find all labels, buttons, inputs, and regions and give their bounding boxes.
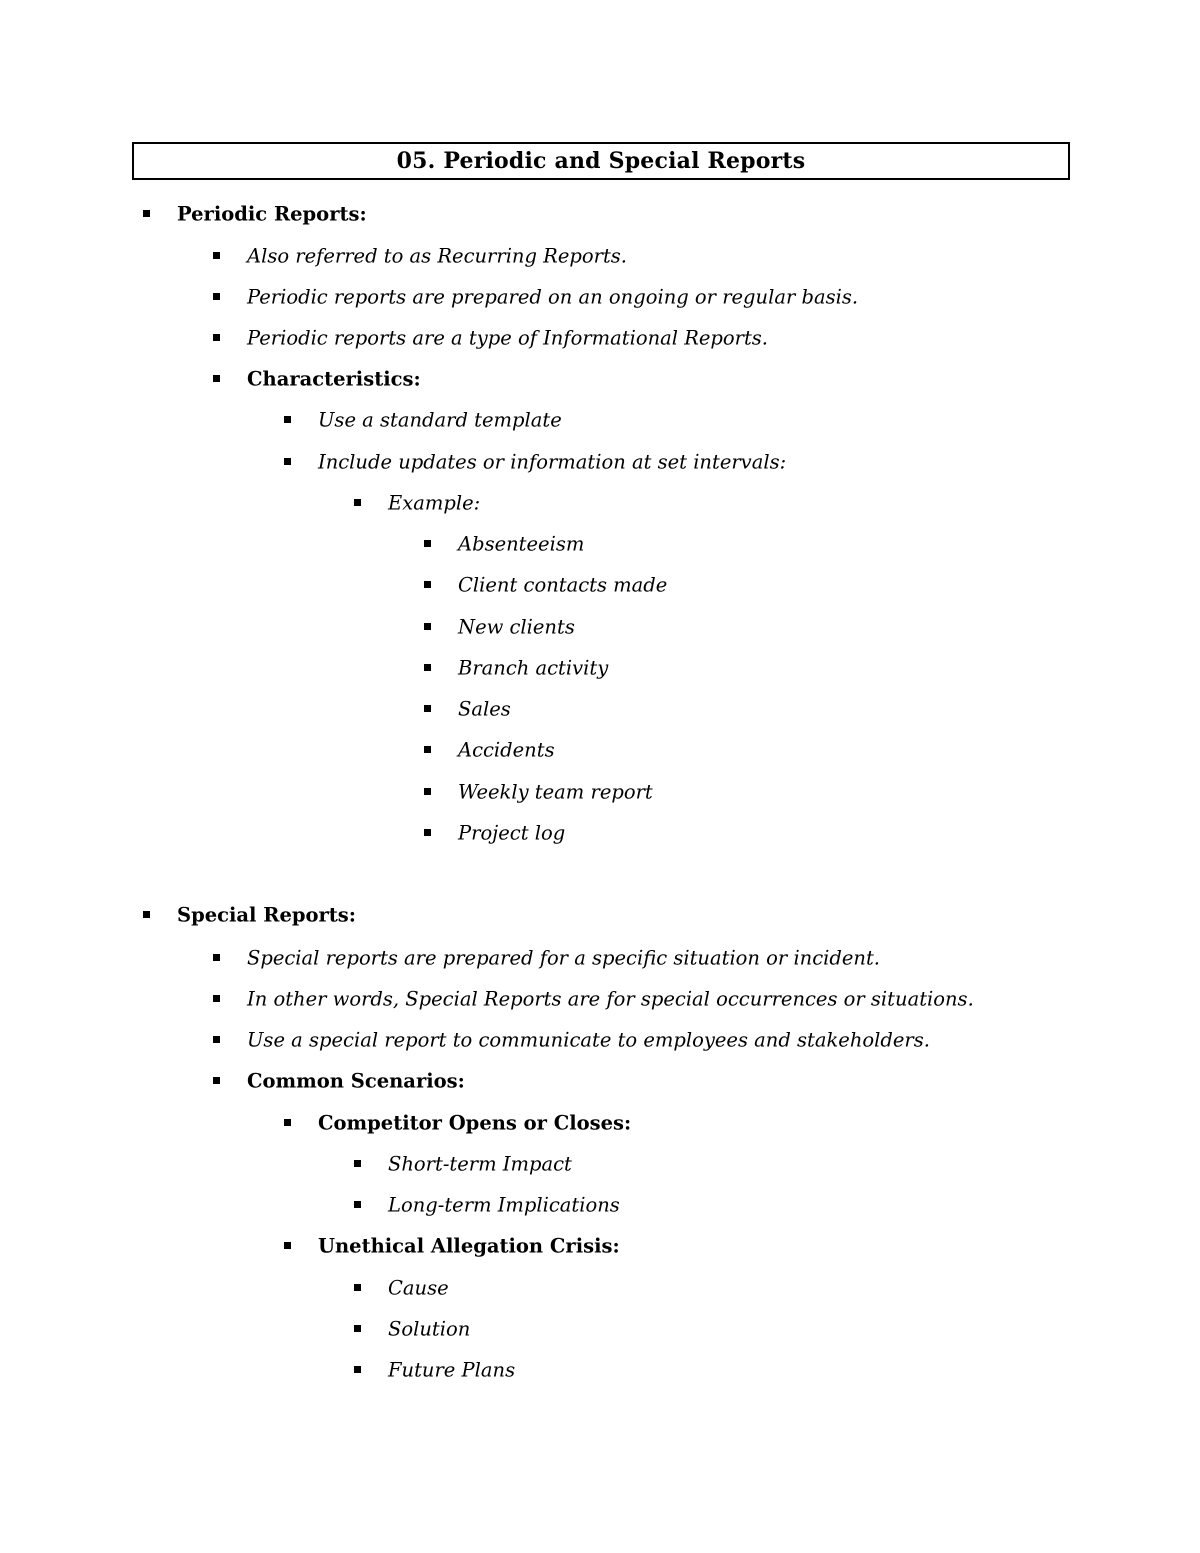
list-item-text: Long-term Implications — [388, 1193, 620, 1217]
bullet-icon — [354, 1284, 361, 1291]
bullet-icon — [213, 1077, 220, 1084]
list-item-text: Weekly team report — [458, 780, 653, 804]
list-item-text: Project log — [458, 821, 566, 845]
bullet-icon — [424, 705, 431, 712]
bullet-icon — [424, 664, 431, 671]
list-item-text: Also referred to as Recurring Reports. — [247, 244, 627, 268]
bullet-icon — [424, 540, 431, 547]
list-item-text: Client contacts made — [458, 573, 668, 597]
bullet-icon — [213, 995, 220, 1002]
bullet-icon — [284, 1119, 291, 1126]
list-item-text: Special reports are prepared for a specific situation or incident. — [247, 946, 881, 970]
list-item-text: Short-term Impact — [388, 1152, 572, 1176]
list-item-text: Branch activity — [458, 656, 609, 680]
scenario-heading: Competitor Opens or Closes: — [318, 1111, 632, 1135]
list-item-text: New clients — [458, 615, 575, 639]
bullet-icon — [354, 1366, 361, 1373]
bullet-icon — [213, 375, 220, 382]
bullet-icon — [354, 1325, 361, 1332]
bullet-icon — [284, 458, 291, 465]
bullet-icon — [354, 1160, 361, 1167]
scenario-heading: Unethical Allegation Crisis: — [318, 1234, 620, 1258]
bullet-icon — [143, 911, 150, 918]
list-item-text: In other words, Special Reports are for special occurrences or situations. — [247, 987, 974, 1011]
list-item-text: Sales — [458, 697, 511, 721]
subheading-characteristics: Characteristics: — [247, 367, 421, 391]
section-heading-periodic: Periodic Reports: — [177, 202, 367, 226]
list-item-text: Use a standard template — [318, 408, 562, 432]
list-item-text: Cause — [388, 1276, 449, 1300]
bullet-icon — [213, 1036, 220, 1043]
bullet-icon — [354, 499, 361, 506]
subheading-common-scenarios: Common Scenarios: — [247, 1069, 465, 1093]
list-item-text: Absenteeism — [458, 532, 585, 556]
bullet-icon — [213, 954, 220, 961]
bullet-icon — [354, 1201, 361, 1208]
bullet-icon — [424, 829, 431, 836]
bullet-icon — [213, 334, 220, 341]
bullet-icon — [424, 788, 431, 795]
bullet-icon — [424, 581, 431, 588]
page-title: 05. Periodic and Special Reports — [396, 148, 806, 174]
list-item-text: Periodic reports are prepared on an ongoing or regular basis. — [247, 285, 859, 309]
bullet-icon — [143, 210, 150, 217]
list-item-text: Include updates or information at set intervals: — [318, 450, 787, 474]
bullet-icon — [213, 293, 220, 300]
list-item-text: Accidents — [458, 738, 555, 762]
example-label: Example: — [388, 491, 481, 515]
bullet-icon — [284, 416, 291, 423]
list-item-text: Solution — [388, 1317, 471, 1341]
page-title-box — [132, 142, 1070, 180]
list-item-text: Periodic reports are a type of Informational Reports. — [247, 326, 769, 350]
bullet-icon — [424, 623, 431, 630]
list-item-text: Use a special report to communicate to employees and stakeholders. — [247, 1028, 930, 1052]
bullet-icon — [213, 252, 220, 259]
section-heading-special: Special Reports: — [177, 903, 356, 927]
bullet-icon — [284, 1242, 291, 1249]
bullet-icon — [424, 746, 431, 753]
list-item-text: Future Plans — [388, 1358, 516, 1382]
